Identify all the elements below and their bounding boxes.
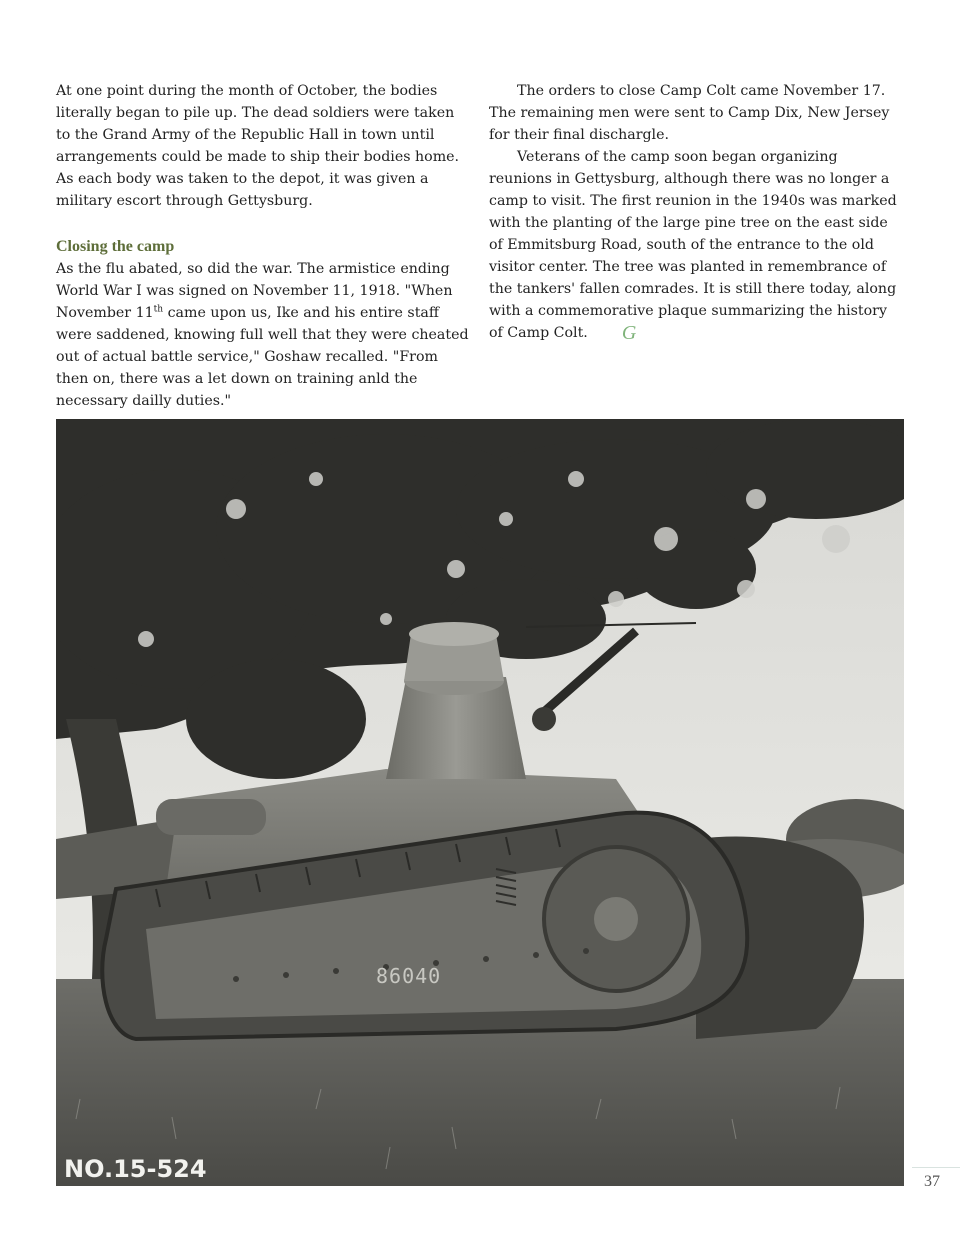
right-paragraph-2-text: Veterans of the camp soon began organizing reunions in Gettysburg, although there was no longer a camp to visit. The first reunion in the 1940s was marked with the planting of the large pine tree on the east side of Emmitsburg Road, south of the entrance to the old visitor center. The tree was planted in remembrance of the tankers' fallen comrades. It is still there today, along with a commemorative plaque summarizing the history of Camp Colt. — [489, 149, 897, 341]
left-paragraph-2-start: As the flu abated, so did the war. The armistice ending World War I was signed on November 11, 1918. "When November 11 — [56, 261, 453, 321]
right-paragraph-2 — [489, 146, 899, 344]
left-column — [56, 80, 472, 412]
end-mark-icon: G — [621, 322, 637, 344]
right-paragraph-1: The orders to close Camp Colt came November 17. The remaining men were sent to Camp Dix, New Jersey for their final dischargle. — [489, 83, 890, 143]
right-column — [489, 80, 899, 344]
page-number: 37 — [924, 1173, 940, 1190]
page-number-rule — [912, 1167, 960, 1168]
tank-photograph — [56, 419, 904, 1186]
negative-number: NO.15-524 — [64, 1155, 207, 1183]
hull-number: 86040 — [376, 964, 442, 988]
left-paragraph-2-end: came upon us, Ike and his entire staff were saddened, knowing full well that they were cheated out of actual battle service," Goshaw recalled. "From then on, there was a let down on training anld the necessary dailly duties." — [56, 305, 469, 409]
section-heading: Closing the camp — [56, 238, 175, 255]
ordinal-suffix: th — [153, 304, 164, 315]
left-paragraph-2 — [56, 258, 472, 412]
left-paragraph-1: At one point during the month of October, the bodies literally began to pile up. The dead soldiers were taken to the Grand Army of the Republic Hall in town until arrangements could be made to ship their bodies home. As each body was taken to the depot, it was given a military escort through Gettysburg. — [56, 83, 460, 209]
